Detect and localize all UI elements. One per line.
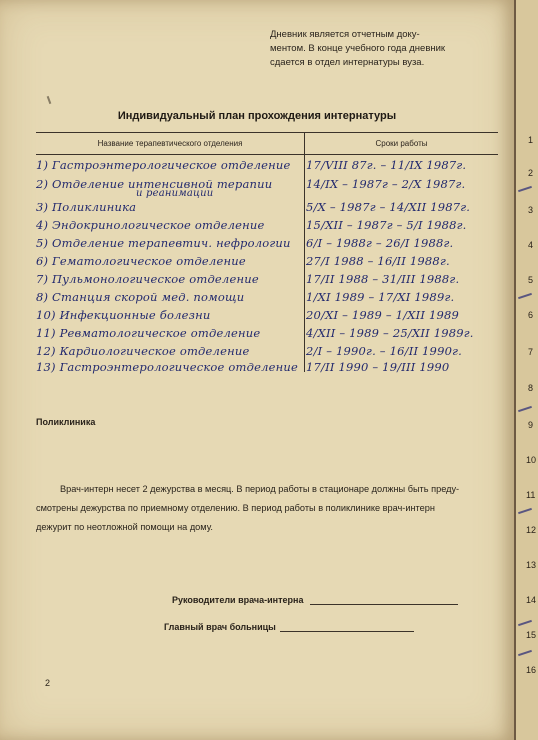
internship-plan-table	[36, 132, 498, 372]
edge-line-number: 7	[528, 347, 534, 357]
row-dates: 2/I – 1990г. – 16/II 1990г.	[306, 344, 462, 358]
supervisor-signature-label: Руководители врача-интерна	[172, 595, 304, 605]
header-note-line: ментом. В конце учебного года дневник	[270, 43, 446, 54]
row-department: 7) Пульмонологическое отделение	[36, 272, 259, 286]
row-dates: 6/I – 1988г – 26/I 1988г.	[306, 236, 454, 250]
header-note-line: сдается в отдел интернатуры вуза.	[270, 57, 425, 68]
row-department: 13) Гастроэнтерологическое отделение	[36, 360, 299, 374]
edge-line-number: 4	[528, 240, 534, 250]
edge-line-number: 14	[526, 595, 537, 605]
polyclinic-label: Поликлиника	[36, 417, 96, 427]
row-department: 10) Инфекционные болезни	[36, 308, 211, 322]
column-header-department: Название терапевтического отделения	[97, 139, 243, 148]
edge-line-number: 15	[526, 630, 537, 640]
edge-line-number: 13	[526, 560, 537, 570]
row-dates: 17/II 1990 – 19/III 1990	[306, 360, 450, 374]
row-department: 3) Поликлиника	[36, 200, 137, 214]
row-dates: 5/X – 1987г – 14/XII 1987г.	[306, 200, 471, 214]
row-dates: 20/XI – 1989 – 1/XII 1989	[306, 308, 460, 322]
edge-line-number: 1	[528, 135, 534, 145]
table-column-divider	[304, 132, 305, 372]
row-department: 8) Станция скорой мед. помощи	[36, 290, 245, 304]
edge-line-number: 16	[526, 665, 537, 675]
column-header-dates: Сроки работы	[375, 139, 428, 148]
edge-line-number: 9	[528, 420, 534, 430]
pen-mark	[47, 96, 52, 104]
chief-signature-label: Главный врач больницы	[164, 622, 276, 632]
plan-title: Индивидуальный план прохождения интернатуры	[117, 110, 397, 122]
row-dates: 15/XII – 1987г – 5/I 1988г.	[306, 218, 467, 232]
header-note-line: Дневник является отчетным доку-	[270, 29, 420, 40]
edge-line-number: 5	[528, 275, 534, 285]
edge-line-number: 12	[526, 525, 537, 535]
row-dates: 27/I 1988 – 16/II 1988г.	[306, 254, 450, 268]
row-department: 12) Кардиологическое отделение	[36, 344, 250, 358]
row-department: 4) Эндокринологическое отделение	[36, 218, 265, 232]
edge-line-number: 8	[528, 383, 534, 393]
table-header-rule	[36, 154, 498, 155]
row-department: 5) Отделение терапевтич. нефрологии	[36, 236, 291, 250]
supervisor-signature-line	[310, 604, 458, 605]
row-department: 11) Ревматологическое отделение	[36, 326, 261, 340]
chief-signature-line	[280, 631, 414, 632]
row-dates: 1/XI 1989 – 17/XI 1989г.	[306, 290, 455, 304]
edge-line-number: 11	[526, 490, 536, 500]
duty-paragraph	[36, 480, 496, 537]
edge-line-number: 6	[528, 310, 534, 320]
duty-line: смотрены дежурства по приемному отделению. В период работы в поликлинике врач-интерн	[36, 503, 435, 513]
row-department: 2) Отделение интенсивной терапии	[36, 177, 273, 191]
row-department: 6) Гематологическое отделение	[36, 254, 246, 268]
table-top-rule	[36, 132, 498, 133]
page-number: 2	[45, 678, 51, 688]
edge-line-number: 3	[528, 205, 534, 215]
row-dates: 4/XII – 1989 – 25/XII 1989г.	[306, 326, 474, 340]
edge-line-number: 10	[526, 455, 537, 465]
header-note	[270, 28, 460, 70]
duty-line: Врач-интерн несет 2 дежурства в месяц. В период работы в стационаре должны быть преду-	[60, 484, 460, 494]
row-department: 1) Гастроэнтерологическое отделение	[36, 158, 291, 172]
row-department-continuation: и реанимации	[136, 188, 214, 199]
row-dates: 14/IX – 1987г – 2/X 1987г.	[306, 177, 466, 191]
row-dates: 17/VIII 87г. – 11/IX 1987г.	[306, 158, 467, 172]
next-page-edge	[514, 0, 538, 740]
edge-line-number: 2	[528, 168, 534, 178]
row-dates: 17/II 1988 – 31/III 1988г.	[306, 272, 460, 286]
duty-line: дежурит по неотложной помощи на дому.	[36, 522, 213, 532]
